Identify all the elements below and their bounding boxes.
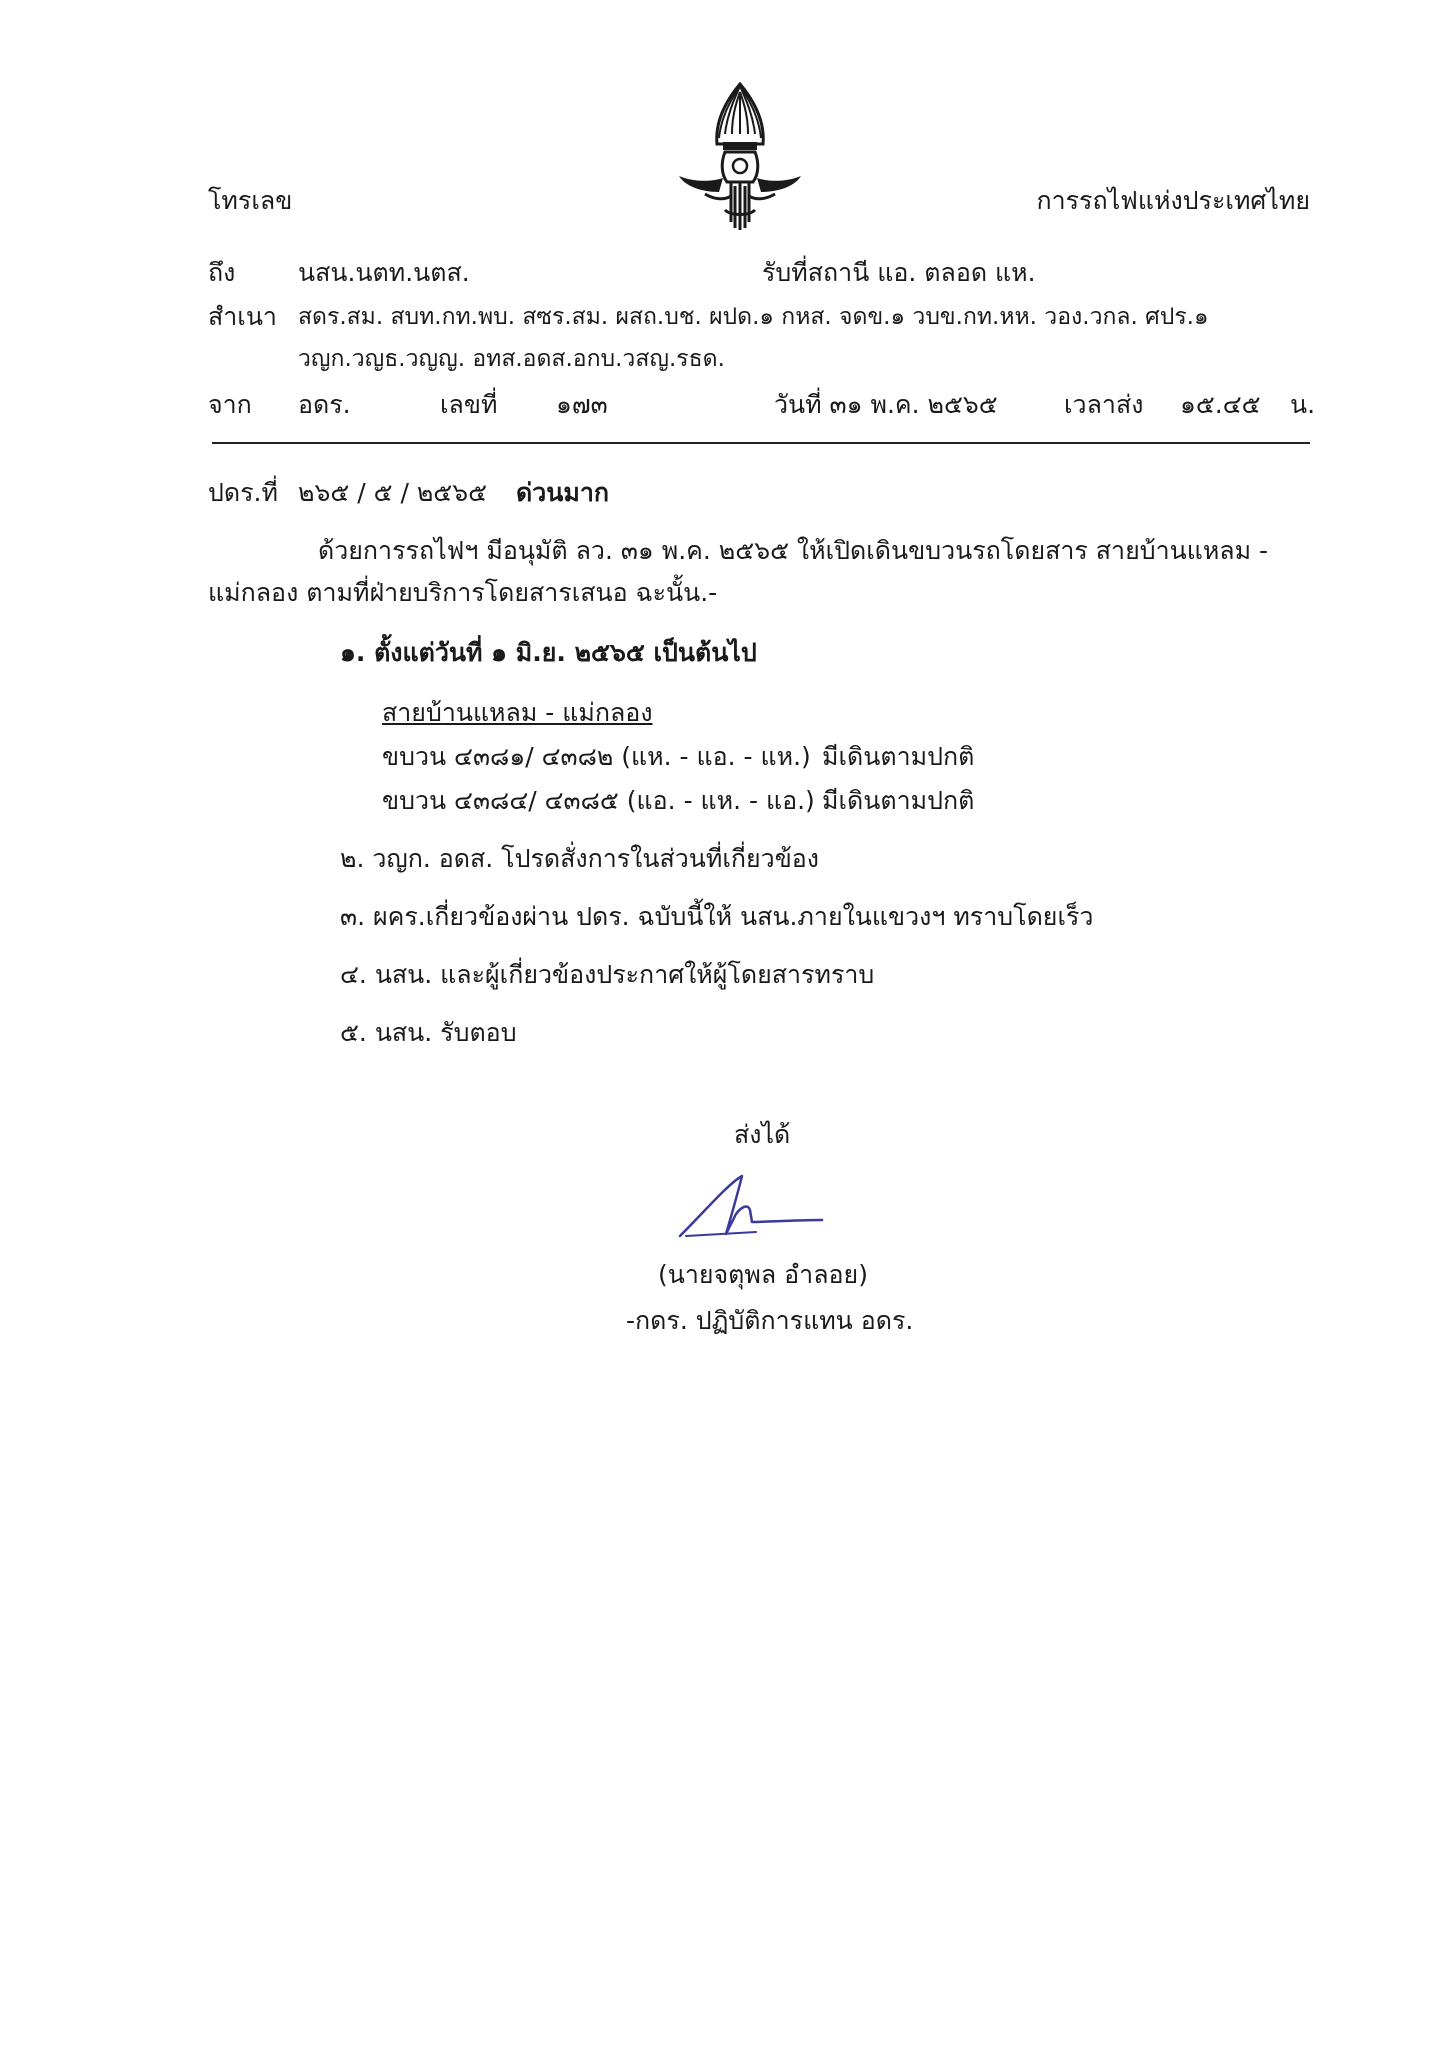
train-2: ขบวน ๔๓๘๔/ ๔๓๘๕ (แอ. - แห. - แอ.) xyxy=(382,786,815,815)
copy-line-1: สดร.สม. สบท.กท.พบ. สซร.สม. ผสถ.บช. ผปด.๑ กหส. จดข.๑ วบข.กท.หห. วอง.วกล. ศปร.๑ xyxy=(298,304,1209,330)
item-5: ๕. นสน. รับตอบ xyxy=(340,1018,517,1047)
train-1-status: มีเดินตามปกติ xyxy=(822,742,975,771)
number-label: เลขที่ xyxy=(440,390,498,419)
time-label: เวลาส่ง xyxy=(1064,390,1144,419)
item-1: ๑. ตั้งแต่วันที่ ๑ มิ.ย. ๒๕๖๕ เป็นต้นไป xyxy=(340,638,757,667)
train-1: ขบวน ๔๓๘๑/ ๔๓๘๒ (แห. - แอ. - แห.) xyxy=(382,742,811,771)
from-value: อดร. xyxy=(298,390,351,419)
from-label: จาก xyxy=(208,390,252,419)
item-2: ๒. วญก. อดส. โปรดสั่งการในส่วนที่เกี่ยวข้อง xyxy=(340,844,820,873)
copy-label: สำเนา xyxy=(208,302,277,331)
srt-emblem-icon xyxy=(675,82,805,232)
header-divider xyxy=(212,442,1310,444)
telephone-label: โทรเลข xyxy=(208,186,293,215)
reference-label: ปดร.ที่ xyxy=(208,478,278,507)
urgency-label: ด่วนมาก xyxy=(516,478,610,507)
time-value: ๑๕.๔๕ xyxy=(1180,390,1261,419)
time-unit: น. xyxy=(1290,390,1316,419)
reference-number: ๒๖๕ / ๕ / ๒๕๖๕ xyxy=(298,478,488,507)
sent-label: ส่งได้ xyxy=(734,1120,791,1149)
receiving-station: รับที่สถานี แอ. ตลอด แห. xyxy=(762,258,1036,287)
train-2-status: มีเดินตามปกติ xyxy=(822,786,975,815)
signatory-name: (นายจตุพล อำลอย) xyxy=(658,1260,868,1289)
organization-name: การรถไฟแห่งประเทศไทย xyxy=(1036,186,1310,215)
to-label: ถึง xyxy=(208,258,236,287)
intro-line-1: ด้วยการรถไฟฯ มีอนุมัติ ลว. ๓๑ พ.ค. ๒๕๖๕ ให้เปิดเดินขบวนรถโดยสาร สายบ้านแหลม - xyxy=(318,536,1269,565)
signature-mark xyxy=(676,1170,826,1242)
item-4: ๔. นสน. และผู้เกี่ยวข้องประกาศให้ผู้โดยสารทราบ xyxy=(340,960,875,989)
item-3: ๓. ผคร.เกี่ยวข้องผ่าน ปดร. ฉบับนี้ให้ นสน.ภายในแขวงฯ ทราบโดยเร็ว xyxy=(340,902,1094,931)
date-text: วันที่ ๓๑ พ.ค. ๒๕๖๕ xyxy=(774,390,998,419)
intro-line-2: แม่กลอง ตามที่ฝ่ายบริการโดยสารเสนอ ฉะนั้น.- xyxy=(208,578,718,607)
copy-line-2: วญก.วญธ.วญญ. อทส.อดส.อกบ.วสญ.รธด. xyxy=(298,346,725,372)
number-value: ๑๗๓ xyxy=(556,390,608,419)
route-title: สายบ้านแหลม - แม่กลอง xyxy=(382,698,653,727)
signatory-position: -กดร. ปฏิบัติการแทน อดร. xyxy=(626,1306,914,1335)
to-value: นสน.นตท.นตส. xyxy=(298,258,470,287)
